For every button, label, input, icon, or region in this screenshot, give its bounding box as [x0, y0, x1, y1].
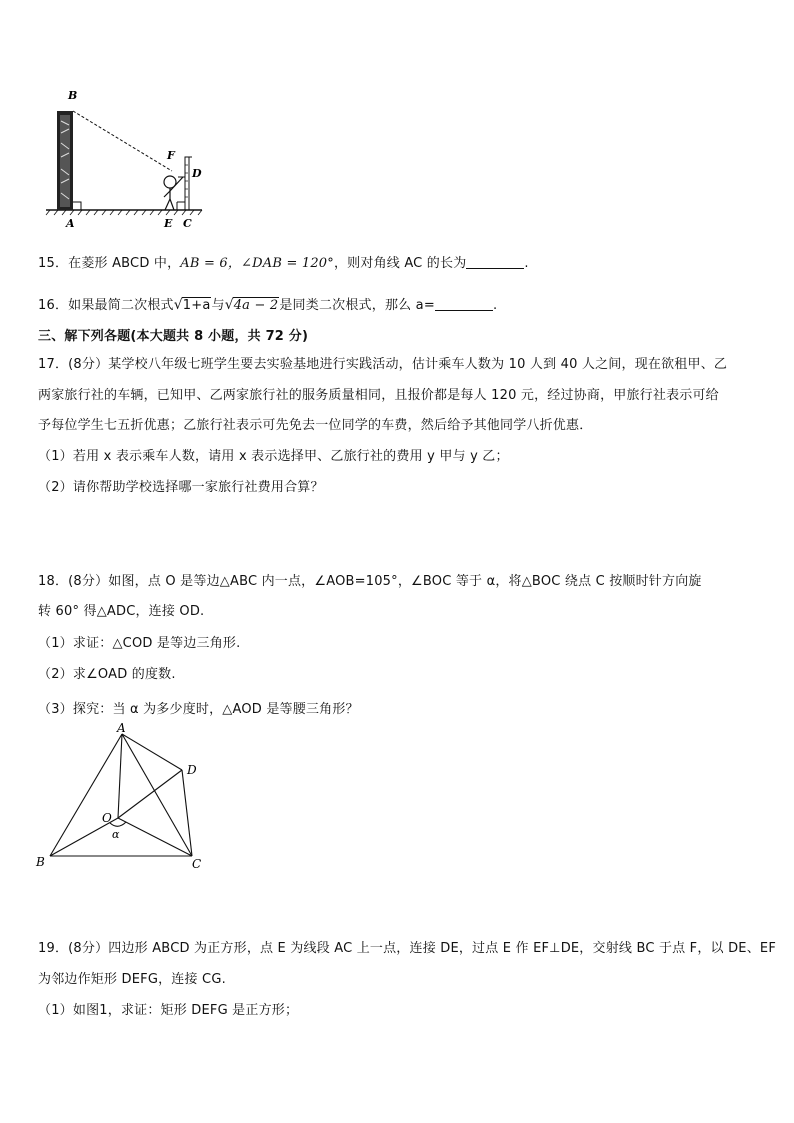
question-19-line-1: 19．(8分）四边形 ABCD 为正方形，点 E 为线段 AC 上一点，连接 DE，过点 E 作 EF⊥DE，交射线 BC 于点 F，以 DE、EF [38, 941, 777, 956]
figure-triangle-rotation [30, 722, 220, 877]
question-17-sub-2: （2）请你帮助学校选择哪一家旅行社费用合算？ [38, 480, 324, 495]
question-17-line-2: 两家旅行社的车辆，已知甲、乙两家旅行社的服务质量相同，且报价都是每人 120 元，经过协商，甲旅行社表示可给 [38, 388, 719, 403]
label-E: E [164, 217, 173, 230]
label-C: C [183, 217, 192, 230]
question-15: 15．在菱形 ABCD 中，AB = 6，∠DAB = 120°，则对角线 AC 的长为 . [38, 256, 529, 271]
label-O: O [102, 811, 112, 825]
label-A: A [66, 217, 75, 230]
answer-blank-15[interactable] [466, 256, 524, 269]
label-B2: B [36, 855, 45, 869]
section-3-heading: 三、解下列各题(本大题共 8 小题，共 72 分) [38, 329, 309, 344]
radical-2: √ 4a − 2 [224, 297, 279, 313]
label-alpha: α [112, 828, 120, 841]
question-18-sub-1: （1）求证：△COD 是等边三角形. [38, 636, 241, 651]
label-F: F [167, 149, 175, 162]
question-17-line-3: 予每位学生七五折优惠；乙旅行社表示可先免去一位同学的车费，然后给予其他同学八折优惠． [38, 418, 593, 433]
label-C2: C [192, 857, 202, 871]
question-17-sub-1: （1）若用 x 表示乘车人数，请用 x 表示选择甲、乙旅行社的费用 y 甲与 y 乙； [38, 449, 509, 464]
radical-1: √ 1+a [173, 297, 211, 313]
question-18-sub-3: （3）探究：当 α 为多少度时，△AOD 是等腰三角形？ [38, 702, 359, 717]
question-19-sub-1: （1）如图1，求证：矩形 DEFG 是正方形； [38, 1003, 299, 1018]
label-B: B [68, 89, 78, 102]
figure-tower-measurement [40, 85, 220, 230]
label-A2: A [117, 722, 126, 735]
question-18-line-1: 18．(8分）如图，点 O 是等边△ABC 内一点，∠AOB=105°，∠BOC 等于 α，将△BOC 绕点 C 按顺时针方向旋 [38, 574, 702, 589]
answer-blank-16[interactable] [435, 298, 493, 311]
question-16: 16．如果最简二次根式 √ 1+a与 √ 4a − 2是同类二次根式，那么 a= . [38, 297, 498, 313]
label-D: D [192, 167, 202, 180]
question-18-sub-2: （2）求∠OAD 的度数. [38, 667, 176, 682]
question-19-line-2: 为邻边作矩形 DEFG，连接 CG. [38, 972, 226, 987]
question-18-line-2: 转 60° 得△ADC，连接 OD. [38, 604, 205, 619]
question-17-line-1: 17．(8分）某学校八年级七班学生要去实验基地进行实践活动，估计乘车人数为 10 人到 40 人之间，现在欲租甲、乙 [38, 357, 728, 372]
label-D2: D [187, 763, 197, 777]
